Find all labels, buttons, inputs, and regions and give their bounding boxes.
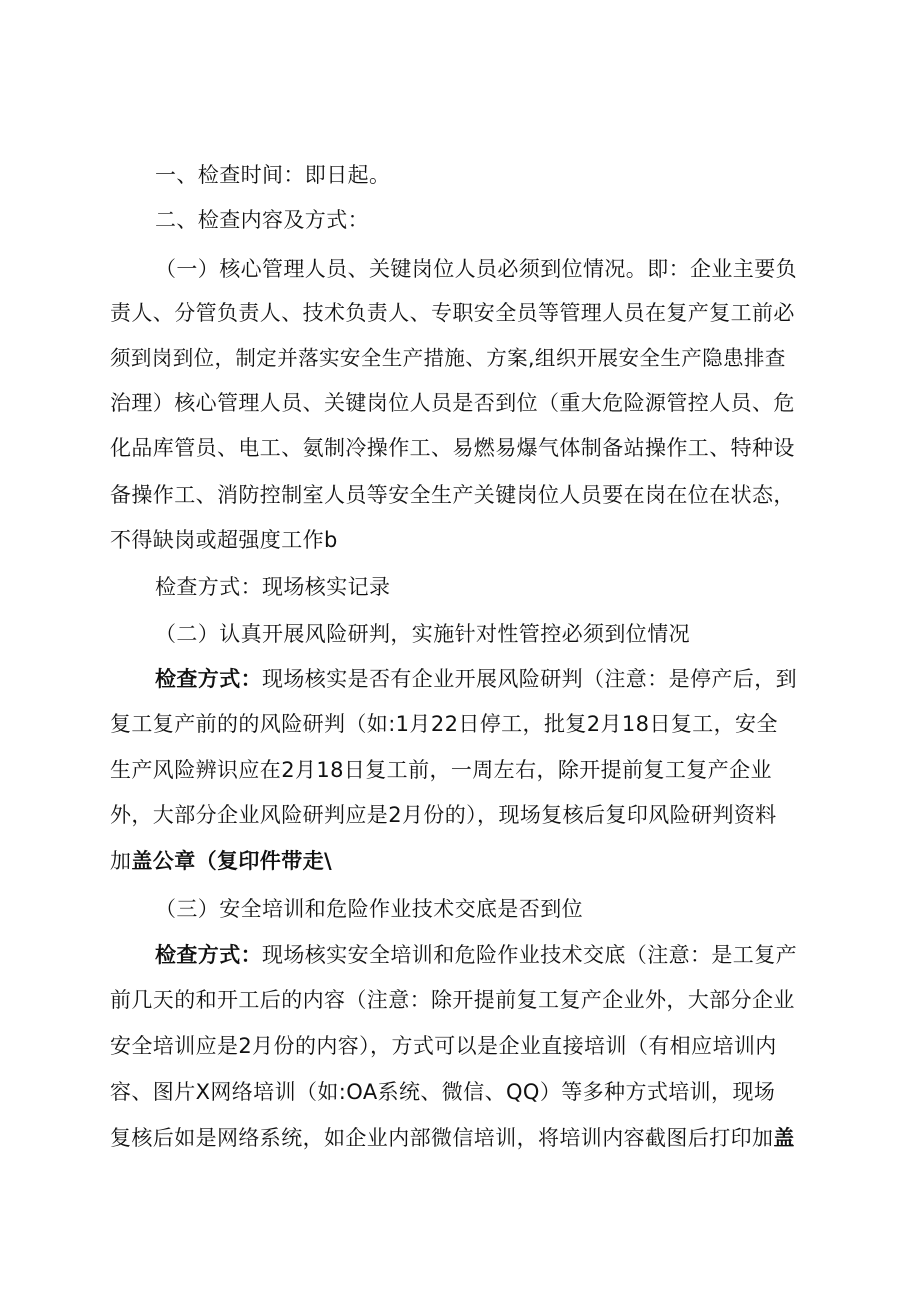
item-3-line: 安全培训应是2月份的内容），方式可以是企业直接培训（有相应培训内 xyxy=(110,1034,777,1058)
item-1-line: 化品库管员、电工、氨制冷操作工、易燃易爆气体制备站操作工、特种设 xyxy=(110,436,795,460)
bold-text: 盖 xyxy=(773,1126,795,1150)
item-1-line: 备操作工、消防控制室人员等安全生产关键岗位人员要在岗在位在状态， xyxy=(110,483,795,507)
method-label: 检查方式： xyxy=(155,943,262,967)
item-3-last-line xyxy=(110,1123,795,1153)
bold-text: 盖公章（复印件带走\ xyxy=(131,849,333,873)
item-1-line: 责人、分管负责人、技术负责人、专职安全员等管理人员在复产复工前必 xyxy=(110,301,795,325)
plain-text: 加 xyxy=(110,849,132,873)
item-3-line: 前几天的和开工后的内容（注意：除开提前复工复产企业外，大部分企业 xyxy=(110,988,795,1012)
method-label: 检查方式： xyxy=(155,667,262,691)
method-text: 现场核实安全培训和危险作业技术交底（注意：是工复产 xyxy=(262,943,797,967)
item-2-heading: （二）认真开展风险研判，实施针对性管控必须到位情况 xyxy=(155,622,690,646)
item-1-line: 须到岗到位，制定并落实安全生产措施、方案,组织开展安全生产隐患排查 xyxy=(110,346,786,370)
item-3-method-line xyxy=(155,940,797,970)
method-text: 现场核实是否有企业开展风险研判（注意：是停产后，到 xyxy=(262,667,797,691)
item-2-line: 外，大部分企业风险研判应是2月份的），现场复核后复印风险研判资料 xyxy=(110,803,777,827)
item-1-line: 治理）核心管理人员、关键岗位人员是否到位（重大危险源管控人员、危 xyxy=(110,391,795,415)
item-3-heading: （三）安全培训和危险作业技术交底是否到位 xyxy=(155,897,583,921)
section-2-heading: 二、检查内容及方式： xyxy=(155,208,369,232)
item-1-method: 检查方式：现场核实记录 xyxy=(155,575,391,599)
item-2-last-line xyxy=(110,846,332,876)
section-1-time: 一、检查时间：即日起。 xyxy=(155,163,391,187)
plain-text: 复核后如是网络系统，如企业内部微信培训，将培训内容截图后打印加 xyxy=(110,1126,774,1150)
item-2-method-line xyxy=(155,664,797,694)
item-3-line: 容、图片X网络培训（如:OA系统、微信、QQ）等多种方式培训，现场 xyxy=(110,1080,776,1104)
item-2-line: 复工复产前的的风险研判（如:1月22日停工，批复2月18日复工，安全 xyxy=(110,712,778,736)
item-2-line: 生产风险辨识应在2月18日复工前，一周左右，除开提前复工复产企业 xyxy=(110,758,772,782)
item-1-line: （一）核心管理人员、关键岗位人员必须到位情况。即：企业主要负 xyxy=(155,257,797,281)
item-1-line: 不得缺岗或超强度工作b xyxy=(110,528,338,552)
